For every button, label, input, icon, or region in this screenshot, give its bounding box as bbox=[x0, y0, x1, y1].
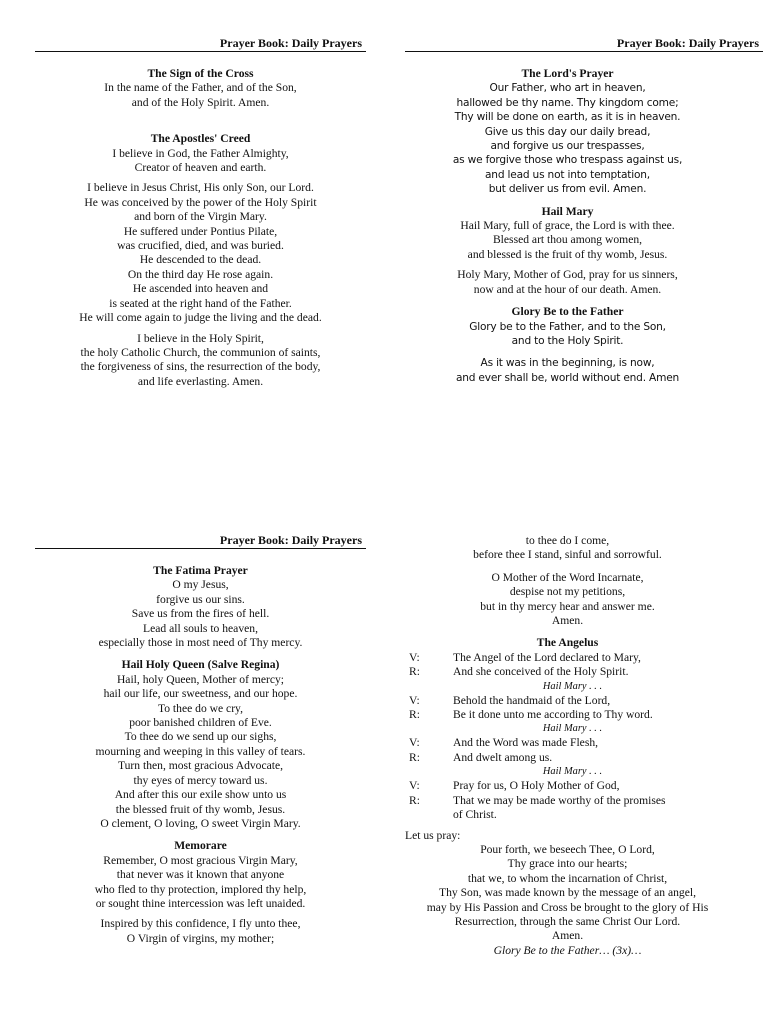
prayer-line: especially those in most need of Thy mercy. bbox=[98, 636, 303, 650]
hail-mary-cue: Hail Mary . . . bbox=[542, 766, 603, 778]
prayer-line: He descended to the dead. bbox=[139, 253, 262, 267]
prayer-line: He was conceived by the power of the Holy Spirit bbox=[84, 195, 317, 209]
prayer-line: On the third day He rose again. bbox=[127, 267, 274, 281]
prayer-line: Inspired by this confidence, I fly unto thee, bbox=[100, 917, 301, 931]
prayer-line: that never was it known that anyone bbox=[116, 868, 285, 882]
prayer-line: thy eyes of mercy toward us. bbox=[133, 773, 268, 787]
prayer-line: may by His Passion and Cross be brought to the glory of His bbox=[426, 900, 709, 914]
prayer-line: Remember, O most gracious Virgin Mary, bbox=[103, 853, 298, 867]
prayer-line: Our Father, who art in heaven, bbox=[489, 82, 646, 95]
prayer-line: And after this our exile show unto us bbox=[114, 788, 287, 802]
prayer-line: before thee I stand, sinful and sorrowful. bbox=[473, 548, 662, 562]
fatima-prayer-text bbox=[35, 578, 366, 650]
angelus-row bbox=[405, 794, 730, 808]
prayer-line: and of the Holy Spirit. Amen. bbox=[131, 95, 270, 109]
hail-mary-paragraph bbox=[405, 219, 730, 262]
versicle-text: The Angel of the Lord declared to Mary, bbox=[453, 650, 641, 664]
versicle-text: Behold the handmaid of the Lord, bbox=[453, 693, 611, 707]
versicle-label: V: bbox=[409, 650, 420, 664]
prayer-line: Amen. bbox=[551, 929, 584, 943]
prayer-line: Thy grace into our hearts; bbox=[507, 857, 628, 871]
prayer-line: Blessed art thou among women, bbox=[492, 233, 643, 247]
response-label: R: bbox=[409, 708, 420, 722]
sign-of-cross-text bbox=[35, 81, 366, 110]
versicle-text: Pray for us, O Holy Mother of God, bbox=[453, 779, 620, 793]
memorare-title: Memorare bbox=[174, 839, 227, 853]
prayer-line: Pour forth, we beseech Thee, O Lord, bbox=[480, 842, 655, 856]
memorare-paragraph bbox=[35, 854, 366, 912]
prayer-line: and born of the Virgin Mary. bbox=[134, 210, 267, 224]
response-text: Be it done unto me according to Thy word. bbox=[453, 708, 653, 722]
prayer-line: Resurrection, through the same Christ Our Lord. bbox=[454, 914, 681, 928]
prayer-line: As it was in the beginning, is now, bbox=[480, 357, 655, 370]
prayer-line: hallowed be thy name. Thy kingdom come; bbox=[456, 96, 679, 109]
angelus-row bbox=[405, 708, 730, 722]
prayer-line: the forgiveness of sins, the resurrection of the body, bbox=[80, 360, 321, 374]
hail-mary-paragraph bbox=[405, 268, 730, 297]
header-title: Prayer Book: Daily Prayers bbox=[219, 533, 362, 547]
prayer-line: Turn then, most gracious Advocate, bbox=[117, 759, 284, 773]
prayer-line: but in thy mercy hear and answer me. bbox=[480, 599, 655, 613]
response-text: And dwelt among us. bbox=[453, 750, 553, 764]
hail-mary-title: Hail Mary bbox=[541, 204, 594, 218]
column-top-right bbox=[405, 67, 730, 385]
hail-holy-queen-title: Hail Holy Queen (Salve Regina) bbox=[121, 658, 280, 672]
prayer-line: O my Jesus, bbox=[172, 578, 229, 592]
prayer-line: to thee do I come, bbox=[525, 534, 610, 547]
creed-paragraph bbox=[35, 181, 366, 325]
page-header-top-left bbox=[35, 36, 366, 52]
angelus-row bbox=[405, 665, 730, 679]
response-label: R: bbox=[409, 665, 420, 679]
prayer-line: I believe in God, the Father Almighty, bbox=[112, 146, 289, 160]
memorare-continued bbox=[405, 534, 730, 563]
prayer-line: was crucified, died, and was buried. bbox=[117, 239, 284, 253]
prayer-line: To thee do we cry, bbox=[157, 701, 244, 715]
prayer-line: and ever shall be, world without end. Amen bbox=[455, 371, 680, 384]
prayer-line: forgive us our sins. bbox=[156, 592, 245, 606]
prayer-line: Holy Mary, Mother of God, pray for us sinners, bbox=[457, 268, 678, 282]
lords-prayer-text bbox=[405, 81, 730, 196]
hail-mary-cue: Hail Mary . . . bbox=[542, 680, 603, 692]
prayer-line: now and at the hour of our death. Amen. bbox=[473, 282, 662, 296]
memorare-continued bbox=[405, 571, 730, 629]
glory-be-repeat-note: Glory Be to the Father… (3x)… bbox=[493, 943, 642, 957]
angelus-versicles bbox=[405, 651, 730, 823]
prayer-line: Give us this day our daily bread, bbox=[484, 125, 651, 138]
prayer-line: To thee do we send up our sighs, bbox=[124, 730, 277, 744]
prayer-line: and life everlasting. Amen. bbox=[137, 374, 264, 388]
prayer-line: I believe in the Holy Spirit, bbox=[137, 331, 264, 345]
prayer-line: hail our life, our sweetness, and our hope. bbox=[103, 687, 298, 701]
response-label: R: bbox=[409, 750, 420, 764]
response-text: And she conceived of the Holy Spirit. bbox=[453, 665, 629, 679]
versicle-label: V: bbox=[409, 736, 420, 750]
prayer-line: Thy will be done on earth, as it is in heaven. bbox=[454, 111, 681, 124]
prayer-line: O Mother of the Word Incarnate, bbox=[491, 570, 644, 584]
prayer-line: O clement, O loving, O sweet Virgin Mary. bbox=[100, 816, 301, 830]
prayer-line: as we forgive those who trespass against us, bbox=[452, 154, 683, 167]
response-text: of Christ. bbox=[453, 808, 497, 822]
prayer-line: is seated at the right hand of the Father. bbox=[109, 296, 292, 310]
prayer-line: mourning and weeping in this valley of tears. bbox=[95, 744, 306, 758]
prayer-line: He will come again to judge the living and the dead. bbox=[79, 311, 322, 325]
angelus-row bbox=[405, 694, 730, 708]
prayer-line: He ascended into heaven and bbox=[132, 282, 269, 296]
column-bottom-left bbox=[35, 564, 366, 946]
versicle-label: V: bbox=[409, 693, 420, 707]
angelus-row bbox=[405, 736, 730, 750]
creed-paragraph bbox=[35, 332, 366, 390]
prayer-line: and lead us not into temptation, bbox=[485, 168, 650, 181]
response-label: R: bbox=[409, 793, 420, 807]
versicle-text: And the Word was made Flesh, bbox=[453, 736, 599, 750]
prayer-line: and blessed is the fruit of thy womb, Jesus. bbox=[467, 247, 668, 261]
glory-be-title: Glory Be to the Father bbox=[511, 305, 624, 319]
prayer-line: Lead all souls to heaven, bbox=[143, 621, 258, 635]
header-title: Prayer Book: Daily Prayers bbox=[616, 36, 759, 50]
prayer-line: Hail, holy Queen, Mother of mercy; bbox=[116, 672, 285, 686]
prayer-line: Save us from the fires of hell. bbox=[131, 607, 270, 621]
prayer-line: I believe in Jesus Christ, His only Son, our Lord. bbox=[87, 181, 314, 195]
prayer-line: Hail Mary, full of grace, the Lord is with thee. bbox=[460, 219, 675, 233]
column-bottom-right bbox=[405, 534, 730, 958]
prayer-line: and forgive us our trespasses, bbox=[490, 140, 645, 153]
hail-mary-cue: Hail Mary . . . bbox=[542, 723, 603, 735]
page-header-bottom-left bbox=[35, 533, 366, 549]
prayer-line: Amen. bbox=[551, 614, 584, 628]
header-title: Prayer Book: Daily Prayers bbox=[219, 36, 362, 50]
prayer-line: Creator of heaven and earth. bbox=[134, 161, 267, 175]
angelus-row bbox=[405, 779, 730, 793]
angelus-prayer bbox=[405, 843, 730, 944]
creed-paragraph bbox=[35, 147, 366, 176]
let-us-pray-label: Let us pray: bbox=[405, 828, 461, 842]
prayer-line: In the name of the Father, and of the Son, bbox=[104, 81, 297, 95]
lords-prayer-title: The Lord's Prayer bbox=[521, 67, 614, 80]
prayer-line: Glory be to the Father, and to the Son, bbox=[469, 320, 666, 333]
column-top-left bbox=[35, 67, 366, 389]
prayer-line: but deliver us from evil. Amen. bbox=[488, 183, 647, 196]
apostles-creed-title: The Apostles' Creed bbox=[150, 132, 251, 146]
prayer-line: O Virgin of virgins, my mother; bbox=[126, 931, 275, 945]
prayer-line: despise not my petitions, bbox=[509, 585, 626, 599]
prayer-line: He suffered under Pontius Pilate, bbox=[123, 224, 278, 238]
prayer-line: who fled to thy protection, implored thy help, bbox=[94, 882, 307, 896]
prayer-line: poor banished children of Eve. bbox=[129, 716, 272, 730]
prayer-line: or sought thine intercession was left unaided. bbox=[95, 896, 306, 910]
prayer-line: and to the Holy Spirit. bbox=[511, 334, 624, 347]
prayer-line: Thy Son, was made known by the message of an angel, bbox=[439, 886, 696, 900]
angelus-row bbox=[405, 808, 730, 822]
versicle-label: V: bbox=[409, 779, 420, 793]
page-header-top-right bbox=[405, 36, 763, 52]
angelus-title: The Angelus bbox=[536, 636, 599, 650]
memorare-paragraph bbox=[35, 917, 366, 946]
prayer-line: the holy Catholic Church, the communion of saints, bbox=[80, 345, 321, 359]
prayer-line: that we, to whom the incarnation of Christ, bbox=[467, 871, 668, 885]
hail-holy-queen-text bbox=[35, 673, 366, 831]
angelus-row bbox=[405, 651, 730, 665]
response-label bbox=[405, 808, 453, 822]
glory-be-paragraph bbox=[405, 356, 730, 385]
fatima-prayer-title: The Fatima Prayer bbox=[153, 564, 248, 577]
angelus-row bbox=[405, 751, 730, 765]
sign-of-cross-title: The Sign of the Cross bbox=[147, 67, 254, 80]
response-text: That we may be made worthy of the promises bbox=[453, 793, 666, 807]
glory-be-paragraph bbox=[405, 320, 730, 349]
prayer-line: the blessed fruit of thy womb, Jesus. bbox=[115, 802, 286, 816]
